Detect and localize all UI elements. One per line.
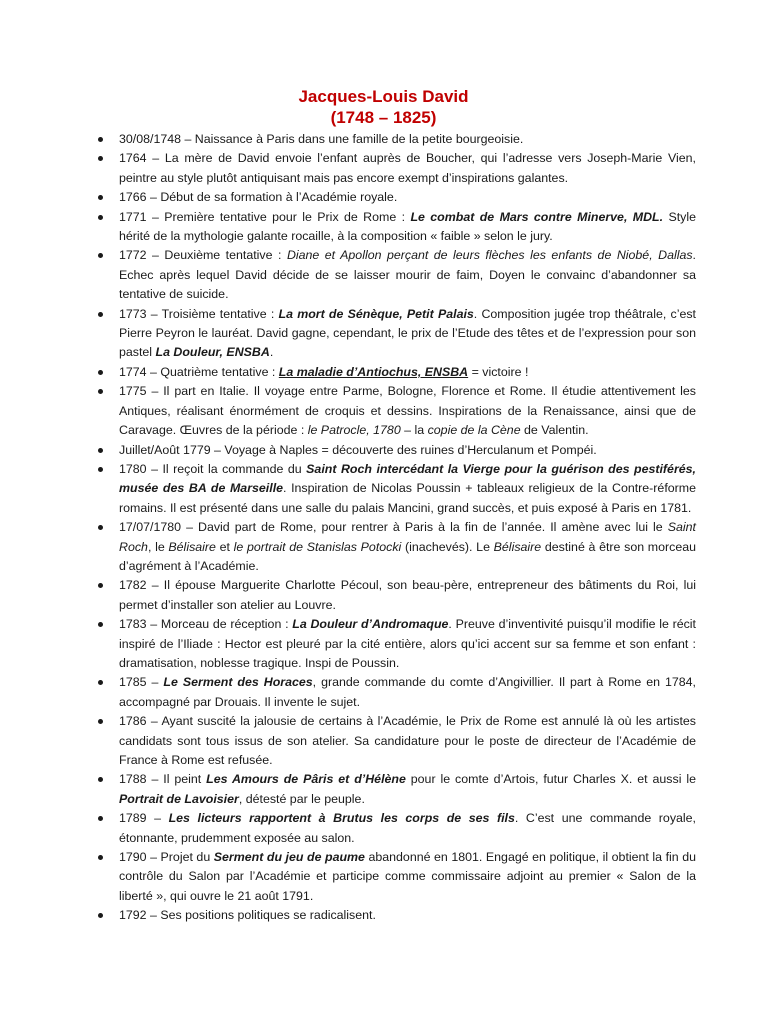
entry-text: 1775 – Il part en Italie. Il voyage entre Parme, Bologne, Florence et Rome. Il étudie attentivement les Antiques, réalisant énormément de croquis et dessins. Inspirations de la Renaissance, ainsi que de Caravage. Œuvres de la période : [119,384,696,438]
timeline-list [119,130,696,926]
artwork-title: le Patrocle, 1780 [307,423,401,438]
timeline-entry [119,809,696,848]
entry-text: . Preuve d’inventivité puisqu’il modifie le récit inspiré de l’Iliade : Hector est pleuré par la cité entière, alors qu’ici accent sur sa femme et son enfant : dramatisation, noblesse tragique. Inspi de Poussin. [119,617,696,670]
entry-text: de Valentin. [520,423,589,438]
artwork-title: le portrait de Stanislas Potocki [233,539,402,554]
timeline-entry [119,382,696,440]
entry-text: 17/07/1780 – David part de Rome, pour rentrer à Paris à la fin de l’année. Il amène avec lui le [119,520,668,535]
timeline-entry [119,906,696,925]
artwork-title: La maladie d’Antiochus, ENSBA [278,364,469,379]
artwork-title: Le combat de Mars contre Minerve, MDL. [410,209,664,224]
entry-text: 1789 – [119,811,169,826]
entry-text: – la [400,423,428,438]
timeline-entry [119,615,696,673]
entry-text: 1764 – La mère de David envoie l’enfant auprès de Boucher, qui l’adresse vers Joseph-Marie Vien, peintre au style plutôt antiquisant mais pas encore exempt d’inspirations galantes. [119,151,696,185]
entry-text: 1772 – Deuxième tentative : [119,248,287,263]
entry-text: . C’est une commande royale, étonnante, prudemment exposée au salon. [119,811,696,845]
timeline-entry [119,363,696,382]
entry-text: 1780 – Il reçoit la commande du [119,461,307,476]
artwork-title: La Douleur d’Andromaque [292,617,449,632]
entry-text: = victoire ! [468,364,529,379]
entry-text: (inachevés). Le [401,539,494,554]
timeline-entry [119,518,696,576]
timeline-entry [119,712,696,770]
entry-text: 1774 – Quatrième tentative : [119,364,279,379]
timeline-entry [119,460,696,518]
timeline-entry [119,770,696,809]
timeline-entry [119,441,696,460]
entry-text: 1785 – [119,675,164,690]
entry-text: , détesté par le peuple. [238,791,365,806]
entry-text: Style hérité de la mythologie galante rocaille, à la composition « faible » selon le jury. [119,209,696,244]
timeline-entry [119,673,696,712]
artwork-title: Saint Roch [119,520,696,554]
entry-text: . Echec après lequel David décide de se laisser mourir de faim, Doyen le convainc d’abandonner sa tentative de suicide. [119,248,696,302]
timeline-entry [119,188,696,207]
entry-text: 1786 – Ayant suscité la jalousie de certains à l’Académie, le Prix de Rome est annulé là où les artistes candidats sont tous issus de son atelier. Sa candidature pour le poste de directeur de l’Académie de France à Rome est refusée. [119,714,696,767]
timeline-entry [119,576,696,615]
artwork-title: Bélisaire [168,539,216,554]
entry-text: 30/08/1748 – Naissance à Paris dans une famille de la petite bourgeoisie. [119,132,524,146]
timeline-entry [119,149,696,188]
entry-text: 1792 – Ses positions politiques se radicalisent. [119,908,376,923]
entry-text: 1773 – Troisième tentative : [119,306,279,321]
artwork-title: Les Amours de Pâris et d’Hélène [206,772,406,787]
entry-text: 1788 – Il peint [119,772,207,787]
artwork-title: Saint Roch intercédant la Vierge pour la guérison des pestiférés, musée des BA de Marseille [119,461,696,496]
entry-text: . [269,345,274,360]
timeline-entry [119,130,696,149]
artwork-title: copie de la Cène [427,423,521,438]
timeline-entry [119,305,696,363]
artwork-title: Diane et Apollon perçant de leurs flèches les enfants de Niobé, Dallas [286,248,693,263]
entry-text: . Inspiration de Nicolas Poussin + tableaux religieux de la Contre-réforme romains. Il est présenté dans une salle du palais Mancini, grand succès, et puis exposé à Paris en 1781. [119,481,697,515]
entry-text: pour le comte d’Artois, futur Charles X. et aussi le [405,772,696,787]
entry-text: 1782 – Il épouse Marguerite Charlotte Pécoul, son beau-père, entrepreneur des bâtiments du Roi, lui permet d’installer son atelier au Louvre. [119,578,696,612]
entry-text: 1771 – Première tentative pour le Prix de Rome : [119,209,411,224]
entry-text: 1766 – Début de sa formation à l’Académie royale. [119,190,398,205]
artwork-title: La Douleur, ENSBA [155,345,270,360]
timeline-entry [119,848,696,906]
document-title [71,86,696,128]
timeline-entry [119,246,696,304]
artwork-title: Serment du jeu de paume [213,850,365,865]
entry-text: , grande commande du comte d’Angivillier. Il part à Rome en 1784, accompagné par Drouais. Il invente le sujet. [119,675,697,709]
entry-text: abandonné en 1801. Engagé en politique, il obtient la fin du contrôle du Salon par l’Académie et participe comme commissaire adjoint au premier « Salon de la liberté », qui ouvre le 21 août 1791. [119,850,696,903]
entry-text: destiné à être son morceau d’agrément à l’Académie. [119,539,697,573]
entry-text: 1783 – Morceau de réception : [119,617,293,632]
artwork-title: Portrait de Lavoisier [119,791,239,806]
entry-text: et [215,539,234,554]
artwork-title: Bélisaire [493,539,542,554]
entry-text: Juillet/Août 1779 – Voyage à Naples = découverte des ruines d’Herculanum et Pompéi. [119,442,597,457]
title-name: Jacques-Louis David [298,87,469,106]
timeline-entry [119,208,696,247]
title-dates: (1748 – 1825) [330,108,437,127]
artwork-title: Les licteurs rapportent à Brutus les corps de ses fils [168,811,515,826]
entry-text: 1790 – Projet du [119,850,214,865]
artwork-title: La mort de Sénèque, Petit Palais [278,306,474,321]
entry-text: , le [147,539,169,554]
artwork-title: Le Serment des Horaces [163,675,313,690]
entry-text: . Composition jugée trop théâtrale, c’est Pierre Peyron le lauréat. David gagne, cependant, le prix de l’Etude des têtes et de l’expression pour son pastel [119,306,696,360]
